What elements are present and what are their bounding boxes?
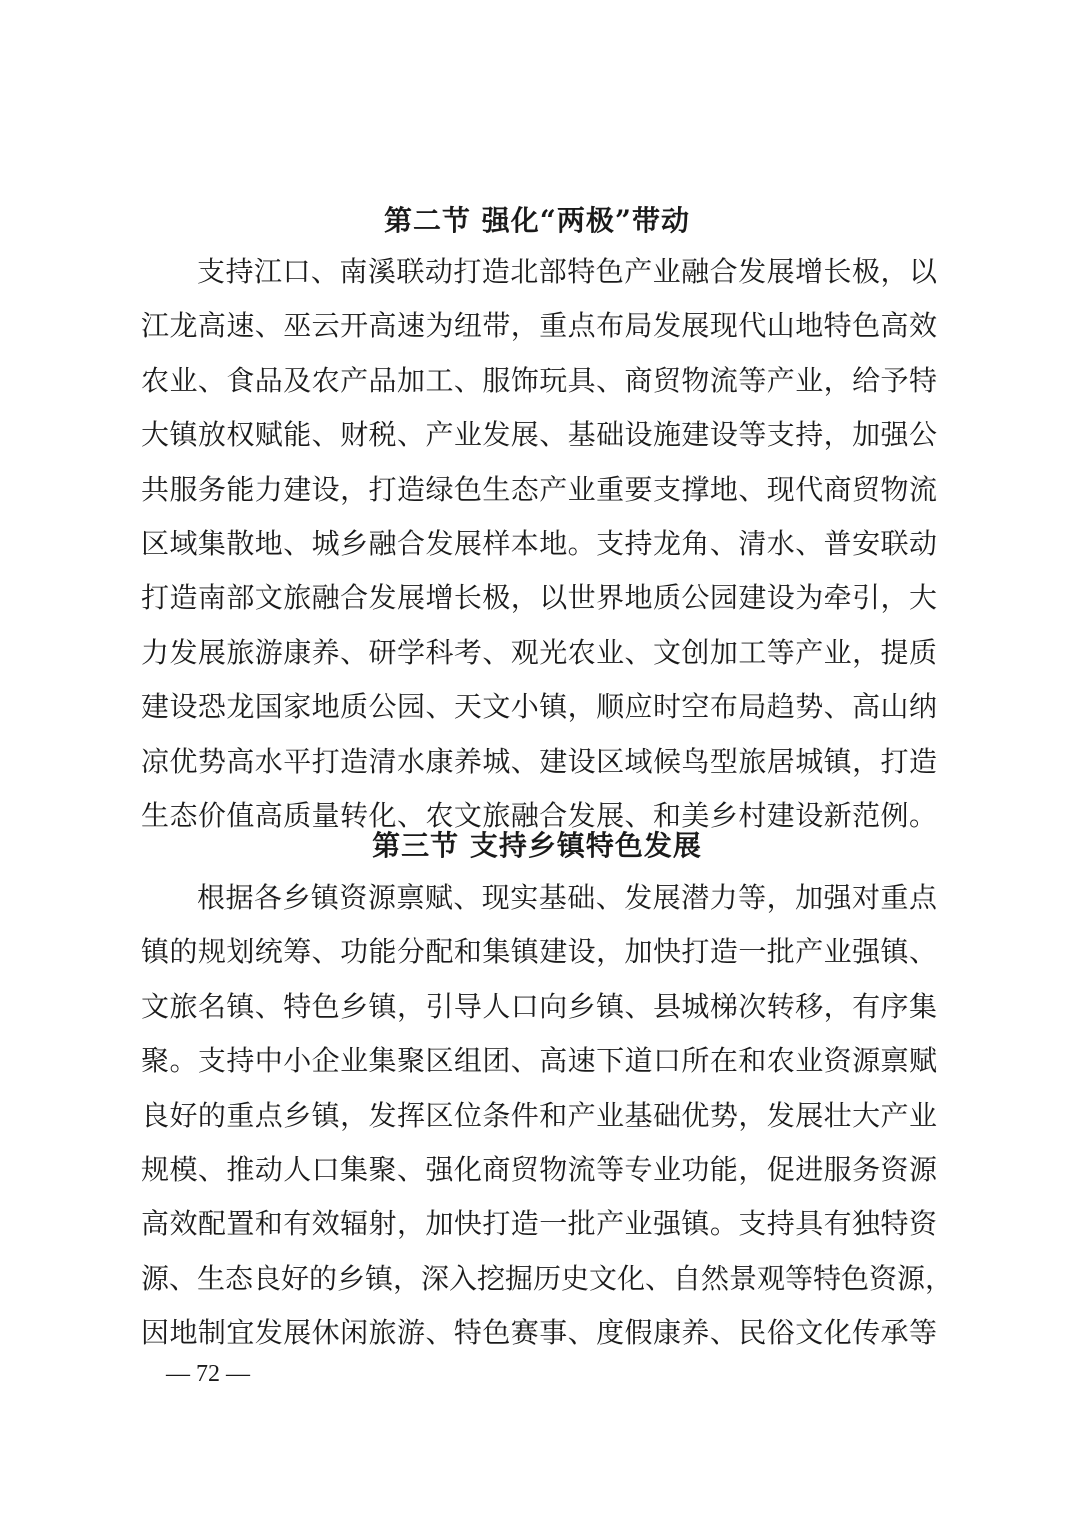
- section-heading: 第二节 强化“两极”带动: [384, 204, 690, 237]
- paragraph-line: 大镇放权赋能、财税、产业发展、基础设施建设等支持，加强公: [141, 418, 937, 452]
- paragraph-line: 打造南部文旅融合发展增长极，以世界地质公园建设为牵引，大: [141, 581, 937, 615]
- paragraph-line: 根据各乡镇资源禀赋、现实基础、发展潜力等，加强对重点: [197, 881, 937, 914]
- paragraph-line: 良好的重点乡镇，发挥区位条件和产业基础优势，发展壮大产业: [141, 1098, 937, 1132]
- paragraph-line: 力发展旅游康养、研学科考、观光农业、文创加工等产业，提质: [141, 635, 937, 669]
- paragraph-line: 农业、食品及农产品加工、服饰玩具、商贸物流等产业，给予特: [141, 363, 937, 397]
- paragraph-line: 规模、推动人口集聚、强化商贸物流等专业功能，促进服务资源: [141, 1152, 937, 1186]
- paragraph-line: 高效配置和有效辐射，加快打造一批产业强镇。支持具有独特资: [141, 1207, 937, 1241]
- paragraph-line: 镇的规划统筹、功能分配和集镇建设，加快打造一批产业强镇、: [141, 935, 937, 969]
- paragraph-line: 共服务能力建设，打造绿色生态产业重要支撑地、现代商贸物流: [141, 472, 937, 506]
- section-paragraph: [141, 871, 954, 1361]
- paragraph-line: 聚。支持中小企业集聚区组团、高速下道口所在和农业资源禀赋: [141, 1044, 937, 1078]
- section-paragraph: [141, 245, 937, 843]
- paragraph-line: 支持江口、南溪联动打造北部特色产业融合发展增长极，以: [197, 255, 937, 288]
- paragraph-line: 生态价值高质量转化、农文旅融合发展、和美乡村建设新范例。: [141, 798, 937, 832]
- page-number: — 72 —: [166, 1361, 250, 1387]
- paragraph-line: 文旅名镇、特色乡镇，引导人口向乡镇、县城梯次转移，有序集: [141, 989, 937, 1023]
- paragraph-line: 区域集散地、城乡融合发展样本地。支持龙角、清水、普安联动: [141, 526, 937, 560]
- paragraph-line: 因地制宜发展休闲旅游、特色赛事、度假康养、民俗文化传承等: [141, 1316, 937, 1350]
- paragraph-line: 江龙高速、巫云开高速为纽带，重点布局发展现代山地特色高效: [141, 309, 937, 343]
- paragraph-line: 源、生态良好的乡镇，深入挖掘历史文化、自然景观等特色资源，: [141, 1261, 954, 1295]
- section-heading: 第三节 支持乡镇特色发展: [372, 829, 702, 862]
- paragraph-line: 建设恐龙国家地质公园、天文小镇，顺应时空布局趋势、高山纳: [141, 690, 937, 724]
- paragraph-line: 凉优势高水平打造清水康养城、建设区域候鸟型旅居城镇，打造: [141, 744, 937, 778]
